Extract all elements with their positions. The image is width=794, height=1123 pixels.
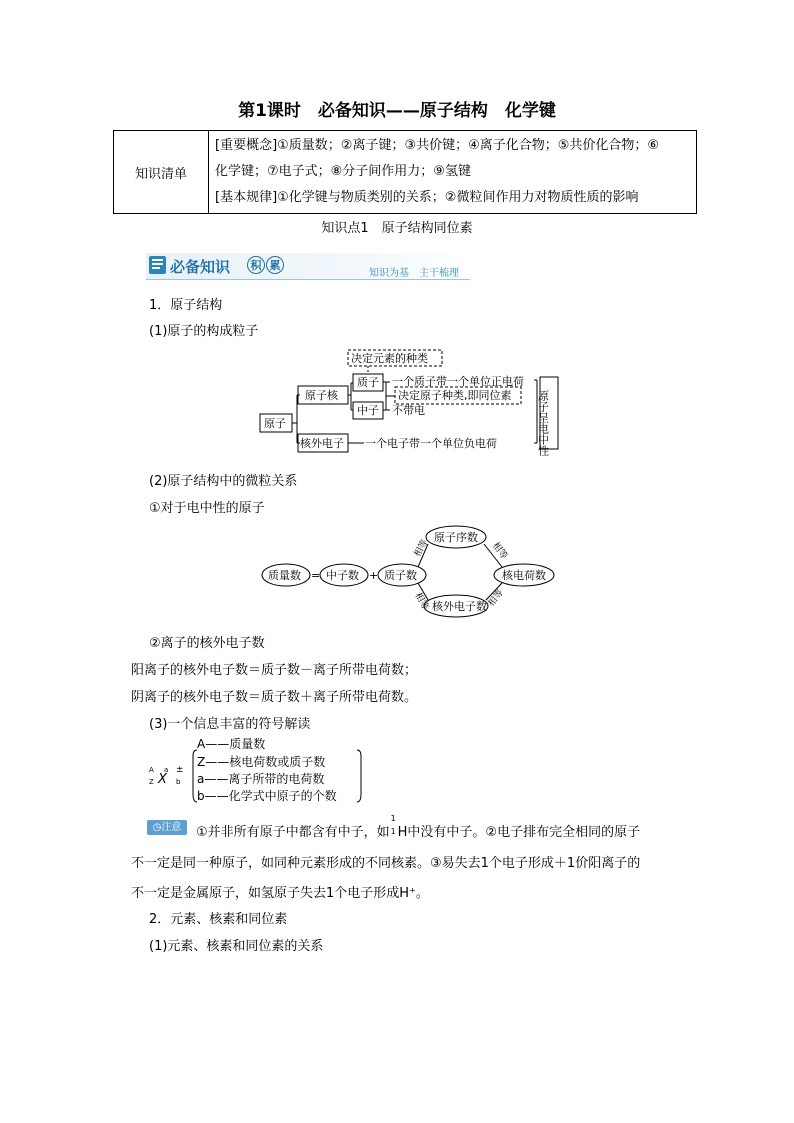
note-line1 — [196, 814, 641, 840]
symbol-row-a: a——离子所带的电荷数 — [197, 772, 325, 786]
symbol-pm: ± — [176, 765, 184, 775]
page-title: 第1课时 必备知识——原子结构 化学键 — [238, 101, 556, 121]
charge-count-label: 核电荷数 — [502, 569, 546, 582]
section-2-1-heading: (1)元素、核素和同位素的关系 — [149, 939, 324, 954]
note-badge-label: 注意 — [161, 822, 182, 833]
equal-label-3: 相等 — [412, 591, 431, 612]
nucleus-label: 原子核 — [305, 389, 338, 402]
atom-structure-diagram — [250, 340, 570, 458]
neutral-label: 原子呈电中性 — [536, 390, 550, 456]
extranuclear-label: 核外电子 — [300, 437, 344, 450]
equal-label-4: 相等 — [486, 588, 506, 609]
neutron-label: 中子 — [357, 404, 379, 417]
neutron-desc: 不带电 — [392, 404, 425, 417]
banner-char-1: 积 — [247, 256, 265, 274]
note-h-mass: 1 — [390, 814, 396, 823]
book-icon — [149, 256, 166, 274]
section-1-2a-heading: ①对于电中性的原子 — [149, 501, 265, 516]
section-1-heading: 1．原子结构 — [149, 298, 223, 313]
symbol-row-b: b——化学式中原子的个数 — [197, 789, 337, 803]
note-line3: 不一定是金属原子，如氢原子失去1个电子形成H⁺。 — [131, 886, 429, 901]
note-line2: 不一定是同一种原子，如同种元素形成的不同核素。③易失去1个电子形成＋1价阳离子的 — [131, 856, 641, 871]
section-1-1-heading: (1)原子的构成粒子 — [149, 324, 259, 339]
section-1-2-heading: (2)原子结构中的微粒关系 — [149, 474, 298, 489]
clock-icon: ◷ — [152, 822, 162, 833]
section-1-2b-heading: ②离子的核外电子数 — [149, 636, 265, 651]
knowledge-list-line1: [重要概念]①质量数；②离子键；③共价键；④离子化合物；⑤共价化合物；⑥ — [215, 138, 660, 153]
electron-count-label: 核外电子数 — [432, 600, 487, 613]
neutron-count-label: 中子数 — [326, 569, 359, 582]
symbol-A: A — [149, 766, 154, 774]
knowledge-list-line2: 化学键；⑦电子式；⑧分子间作用力；⑨氢键 — [215, 164, 471, 179]
symbol-b: b — [176, 778, 181, 786]
knowledge-list-label: 知识清单 — [114, 131, 209, 214]
particle-relation-diagram — [258, 522, 560, 620]
note-badge — [147, 820, 187, 835]
anion-rule: 阴离子的核外电子数＝质子数＋离子所带电荷数。 — [131, 690, 418, 705]
knowledge-list-line3: [基本规律]①化学键与物质类别的关系；②微粒间作用力对物质性质的影响 — [215, 190, 639, 205]
note-line1-part-a: ①并非所有原子中都含有中子，如 — [196, 825, 390, 840]
section-1-3-heading: (3)一个信息丰富的符号解读 — [149, 717, 311, 732]
proton-label: 质子 — [357, 376, 379, 389]
electron-desc: 一个电子带一个单位负电荷 — [365, 437, 497, 450]
symbol-explanation — [145, 736, 370, 808]
banner-title: 必备知识 — [170, 258, 231, 276]
plus-sign: + — [369, 569, 379, 582]
cation-rule: 阳离子的核外电子数＝质子数－离子所带电荷数； — [131, 663, 418, 678]
knowledge-list-content — [209, 131, 697, 214]
section-2-heading: 2．元素、核素和同位素 — [149, 912, 288, 927]
decides-element-label: 决定元素的种类 — [351, 352, 428, 365]
banner-tag: 知识为基 主干梳理 — [369, 268, 459, 279]
symbol-row-Z: Z——核电荷数或质子数 — [197, 755, 326, 769]
equals-sign: = — [311, 569, 321, 582]
note-h-atomic: 1 — [390, 827, 396, 836]
proton-count-label: 质子数 — [384, 569, 417, 582]
symbol-Z: Z — [149, 778, 154, 786]
symbol-row-A: A——质量数 — [197, 737, 266, 751]
note-line1-part-b: H中没有中子。②电子排布完全相同的原子 — [397, 825, 641, 840]
banner-char-2: 累 — [266, 256, 284, 274]
equal-label-1: 相等 — [413, 538, 431, 559]
atom-label: 原子 — [264, 417, 286, 430]
proton-desc: 一个质子带一个单位正电荷 — [392, 375, 524, 388]
knowledge-point-heading: 知识点1 原子结构同位素 — [321, 221, 473, 236]
decides-atom-label: 决定原子种类,即同位素 — [398, 389, 512, 402]
symbol-X: X — [158, 772, 167, 787]
equal-label-2: 相等 — [489, 540, 509, 562]
atomic-number-label: 原子序数 — [434, 531, 478, 544]
mass-label: 质量数 — [268, 569, 301, 582]
knowledge-list-table — [113, 130, 697, 214]
symbol-a: a — [164, 766, 169, 774]
